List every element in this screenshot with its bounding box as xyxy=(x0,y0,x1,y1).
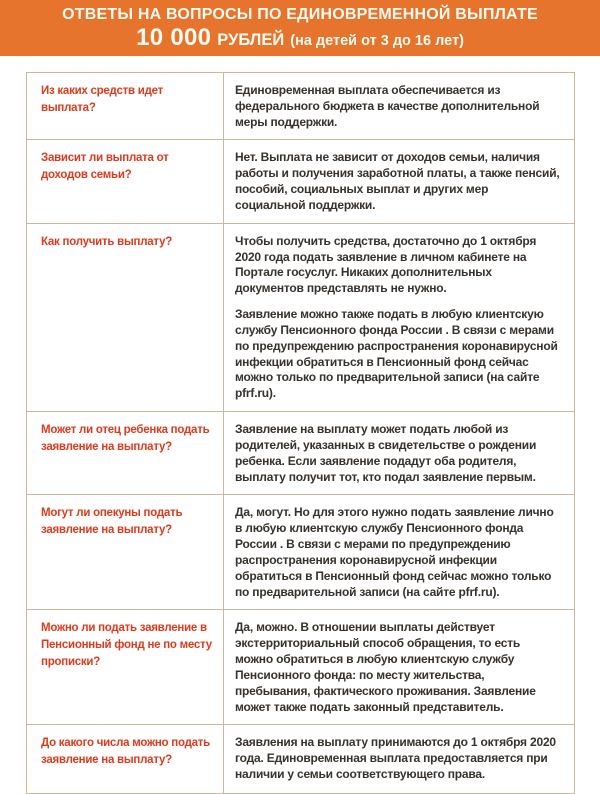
amount-unit: РУБЛЕЙ xyxy=(217,30,285,49)
faq-answer-paragraph: Единовременная выплата обеспечивается из федерального бюджета в качестве дополнительной меры поддержки. xyxy=(235,83,540,129)
faq-answer xyxy=(224,412,574,494)
faq-answer-paragraph: Да, можно. В отношении выплаты действует экстерриториальный способ обращения, то есть можно обратиться в любую клиентскую службу Пенсионного фонда: по месту жительства, пребывания, фактического проживания. Заявление может также подать законный представитель. xyxy=(235,620,536,714)
faq-answer xyxy=(224,224,574,411)
faq-row xyxy=(27,609,574,724)
faq-question: До какого числа можно подать заявление на выплату? xyxy=(27,725,224,793)
faq-answer xyxy=(224,495,574,609)
faq-question: Могут ли опекуны подать заявление на выплату? xyxy=(27,495,224,609)
faq-answer xyxy=(224,140,574,222)
faq-answer-paragraph: Нет. Выплата не зависит от доходов семьи, наличия работы и получения заработной платы, а также пенсий, пособий, социальных выплат и других мер социальной поддержки. xyxy=(235,150,560,212)
faq-row xyxy=(27,724,574,793)
faq-answer-paragraph: Да, могут. Но для этого нужно подать заявление лично в любую клиентскую службу Пенсионного фонда России . В связи с мерами по предупреждению распространения коронавирусной инфекции обратиться в Пенсионный фонд сейчас можно только по предварительной записи (на сайте pfrf.ru). xyxy=(235,505,554,599)
faq-question: Из каких средств идет выплата? xyxy=(27,73,224,139)
faq-question: Как получить выплату? xyxy=(27,224,224,411)
faq-row xyxy=(27,411,574,494)
page-title: ОТВЕТЫ НА ВОПРОСЫ ПО ЕДИНОВРЕМЕННОЙ ВЫПЛАТЕ xyxy=(62,6,538,24)
amount-value: 10 000 xyxy=(136,23,212,51)
faq-answer-paragraph: Заявление можно также подать в любую клиентскую службу Пенсионного фонда России . В связи с мерами по предупреждению распространения коронавирусной инфекции обратиться в Пенсионный фонд сейчас можно только по предварительной записи (на сайте pfrf.ru). xyxy=(235,307,558,401)
faq-row xyxy=(27,139,574,222)
header-banner xyxy=(0,0,600,56)
faq-answer xyxy=(224,725,574,793)
faq-row xyxy=(27,494,574,609)
faq-question: Может ли отец ребенка подать заявление на выплату? xyxy=(27,412,224,494)
faq-row xyxy=(27,73,574,139)
faq-question: Можно ли подать заявление в Пенсионный фонд не по месту прописки? xyxy=(27,610,224,724)
faq-answer-paragraph: Чтобы получить средства, достаточно до 1 октября 2020 года подать заявление в личном кабинете на Портале госуслуг. Никаких дополнительных документов представлять не нужно. xyxy=(235,233,537,296)
faq-answer xyxy=(224,610,574,724)
faq-answer-paragraph: Заявления на выплату принимаются до 1 октября 2020 года. Единовременная выплата предоставляется при наличии у семьи соответствующего права. xyxy=(235,735,556,781)
header-amount-line xyxy=(136,25,464,50)
faq-answer-paragraph: Заявление на выплату может подать любой из родителей, указанных в свидетельстве о рождении ребенка. Если заявление подадут оба родителя, выплату получит тот, кто подал заявление первым. xyxy=(235,422,537,484)
amount-note: (на детей от 3 до 16 лет) xyxy=(290,32,464,49)
faq-answer xyxy=(224,73,574,139)
faq-row xyxy=(27,223,574,411)
faq-question: Зависит ли выплата от доходов семьи? xyxy=(27,140,224,222)
